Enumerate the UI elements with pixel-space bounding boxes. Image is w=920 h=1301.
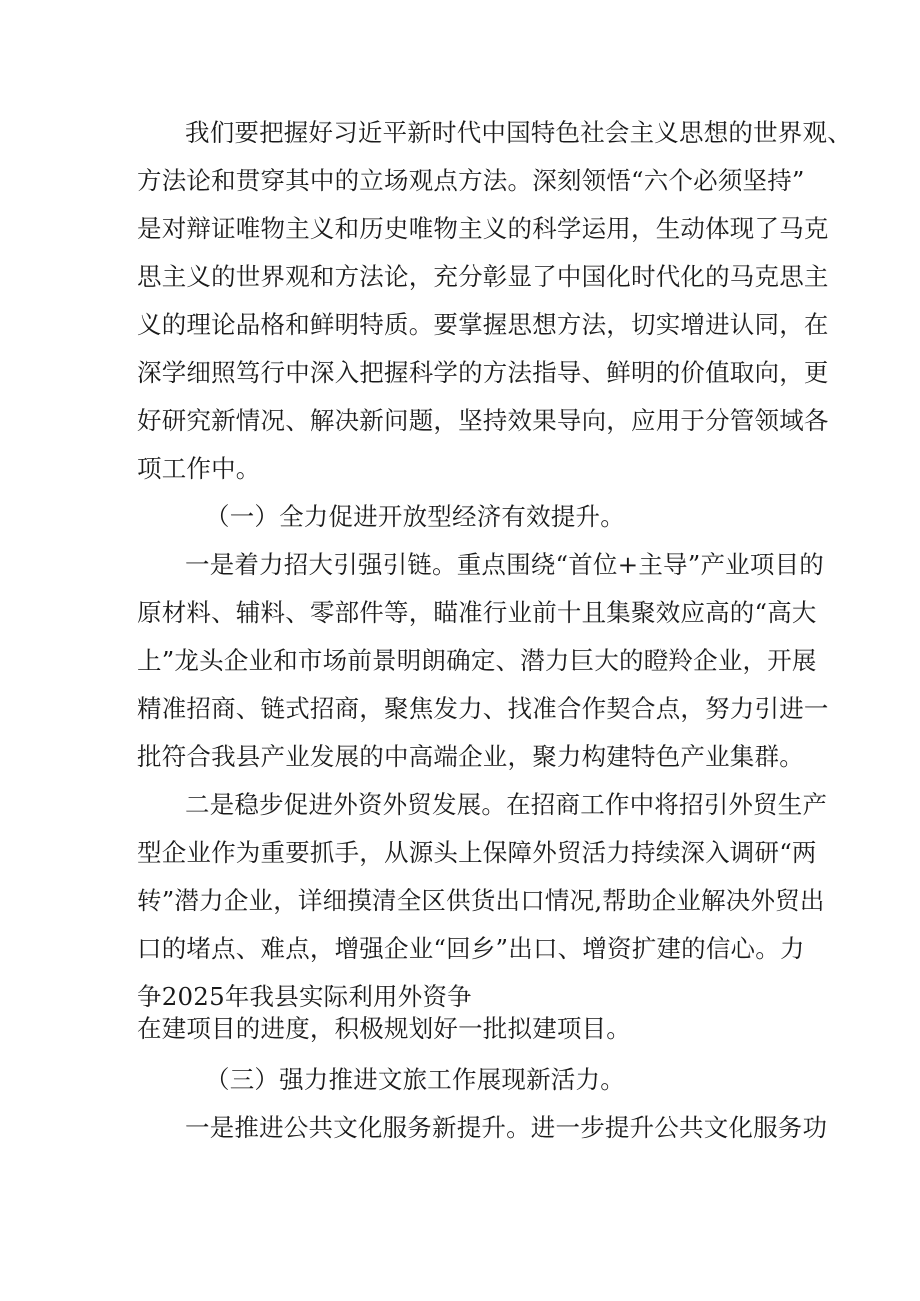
paragraph-4-line-1: 一是推进公共文化服务新提升。进一步提升公共文化服务功 <box>185 1113 828 1142</box>
paragraph-1-line-2: 方法论和贯穿其中的立场观点方法。深刻领悟“六个必须坚持” <box>137 166 805 195</box>
paragraph-3-line-5: 争2025年我县实际利用外资争 <box>137 982 472 1011</box>
paragraph-1-line-3: 是对辩证唯物主义和历史唯物主义的科学运用，生动体现了马克 <box>137 214 829 243</box>
section-heading-3: （三）强力推进文旅工作展现新活力。 <box>205 1065 625 1094</box>
paragraph-2-line-3: 上”龙头企业和市场前景明朗确定、潜力巨大的瞪羚企业，开展 <box>137 646 817 675</box>
section-heading-1: （一）全力促进开放型经济有效提升。 <box>205 502 625 531</box>
paragraph-1-line-8: 项工作中。 <box>137 454 261 483</box>
paragraph-1-line-7: 好研究新情况、解决新问题，坚持效果导向，应用于分管领域各 <box>137 406 829 435</box>
paragraph-3-line-1: 二是稳步促进外资外贸发展。在招商工作中将招引外贸生产 <box>185 790 828 819</box>
paragraph-3-line-2: 型企业作为重要抓手，从源头上保障外贸活力持续深入调研“两 <box>137 838 817 867</box>
paragraph-3-line-3: 转”潜力企业，详细摸清全区供货出口情况,帮助企业解决外贸出 <box>137 886 825 915</box>
paragraph-1-line-6: 深学细照笃行中深入把握科学的方法指导、鲜明的价值取向，更 <box>137 358 829 387</box>
paragraph-1-line-5: 义的理论品格和鲜明特质。要掌握思想方法，切实增进认同，在 <box>137 310 829 339</box>
paragraph-2-line-4: 精准招商、链式招商，聚焦发力、找准合作契合点，努力引进一 <box>137 694 829 723</box>
paragraph-1-line-1: 我们要把握好习近平新时代中国特色社会主义思想的世界观、 <box>185 118 852 147</box>
paragraph-3-line-6: 在建项目的进度，积极规划好一批拟建项目。 <box>137 1014 631 1043</box>
paragraph-2-line-2: 原材料、辅料、零部件等，瞄准行业前十且集聚效应高的“高大 <box>137 598 817 627</box>
paragraph-3-line-4: 口的堵点、难点，增强企业“回乡”出口、增资扩建的信心。力 <box>137 934 805 963</box>
paragraph-1-line-4: 思主义的世界观和方法论，充分彰显了中国化时代化的马克思主 <box>137 262 829 291</box>
paragraph-2-line-5: 批符合我县产业发展的中高端企业，聚力构建特色产业集群。 <box>137 742 804 771</box>
paragraph-2-line-1: 一是着力招大引强引链。重点围绕“首位+主导”产业项目的 <box>185 550 824 579</box>
